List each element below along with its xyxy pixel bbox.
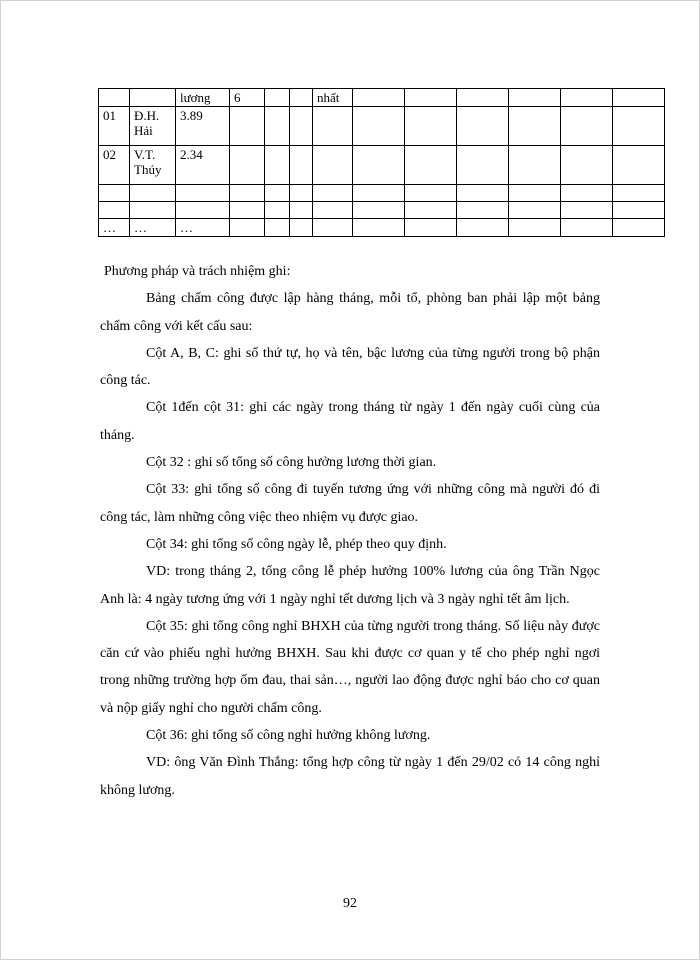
table-cell [176, 185, 230, 202]
table-row [99, 185, 665, 202]
table-cell [265, 146, 290, 185]
table-cell [509, 146, 561, 185]
table-cell [230, 146, 265, 185]
table-cell [613, 146, 665, 185]
table-cell [457, 146, 509, 185]
section-heading: Phương pháp và trách nhiệm ghi: [104, 264, 291, 279]
table-cell [457, 185, 509, 202]
table-cell [405, 146, 457, 185]
table-cell [230, 107, 265, 146]
table-cell [230, 219, 265, 237]
table-cell [405, 107, 457, 146]
table-cell [290, 146, 313, 185]
table-cell [613, 202, 665, 219]
table-cell [265, 219, 290, 237]
table-cell [130, 89, 176, 107]
table-cell [457, 107, 509, 146]
table-cell [561, 107, 613, 146]
table-cell [313, 219, 353, 237]
table-cell [313, 202, 353, 219]
table-cell [509, 202, 561, 219]
table-cell [290, 202, 313, 219]
table-cell [405, 185, 457, 202]
table-row [99, 107, 665, 146]
body-text [100, 258, 600, 804]
table-cell [230, 202, 265, 219]
table-cell [99, 89, 130, 107]
table-cell: 3.89 [176, 107, 230, 146]
table-cell [509, 89, 561, 107]
table-cell [353, 219, 405, 237]
table-cell [99, 202, 130, 219]
table-cell [613, 107, 665, 146]
table-cell [290, 185, 313, 202]
table-cell [265, 185, 290, 202]
table-cell [561, 89, 613, 107]
table-cell: lương [176, 89, 230, 107]
table-cell [176, 202, 230, 219]
table-cell [613, 89, 665, 107]
table-cell [99, 185, 130, 202]
table-cell: nhất [313, 89, 353, 107]
table-cell [313, 185, 353, 202]
table-cell [509, 185, 561, 202]
paragraph-4: Cột 32 : ghi số tổng số công hưởng lương thời gian. [146, 455, 437, 471]
table-cell [353, 89, 405, 107]
table-cell [561, 202, 613, 219]
table-row [99, 202, 665, 219]
table-cell [265, 202, 290, 219]
table-cell: 2.34 [176, 146, 230, 185]
table-cell [353, 185, 405, 202]
table-cell [130, 185, 176, 202]
table-row [99, 89, 665, 107]
table-cell: … [99, 219, 130, 237]
paragraph-1: Bảng chấm công được lập hàng tháng, mỗi tổ, phòng ban phải lập một bảng chấm công với kết cấu sau: [100, 291, 600, 334]
attendance-table [98, 88, 665, 237]
table-cell [405, 202, 457, 219]
table-cell: 01 [99, 107, 130, 146]
table-cell [405, 219, 457, 237]
table-cell [405, 89, 457, 107]
table-cell [290, 219, 313, 237]
page-number: 92 [343, 896, 357, 911]
table-cell [353, 146, 405, 185]
table-cell: V.T. Thúy [130, 146, 176, 185]
paragraph-9: Cột 36: ghi tổng số công nghỉ hưởng không lương. [146, 728, 431, 744]
table-cell [353, 202, 405, 219]
table-cell [265, 89, 290, 107]
table-cell: Đ.H. Hải [130, 107, 176, 146]
table-cell: … [130, 219, 176, 237]
paragraph-10: VD: ông Văn Đình Thắng: tổng hợp công từ ngày 1 đến 29/02 có 14 công nghỉ không lương. [100, 755, 600, 798]
table-cell: 02 [99, 146, 130, 185]
table-cell: … [176, 219, 230, 237]
paragraph-8: Cột 35: ghi tổng công nghỉ BHXH của từng người trong tháng. Số liệu này được căn cứ vào phiếu nghỉ hưởng BHXH. Sau khi được cơ quan y tế cho phép nghỉ ngơi trong những trường hợp ốm đau, thai sản…, người lao động được nghỉ báo cho cơ quan và nộp giấy nghỉ cho người chấm công. [100, 618, 600, 716]
table-cell [313, 107, 353, 146]
table-cell [613, 219, 665, 237]
table-cell [290, 89, 313, 107]
table-cell [561, 185, 613, 202]
table-row [99, 146, 665, 185]
table-cell: 6 [230, 89, 265, 107]
table-cell [509, 219, 561, 237]
paragraph-3: Cột 1đến cột 31: ghi các ngày trong tháng từ ngày 1 đến ngày cuối cùng của tháng. [100, 400, 600, 443]
paragraph-5: Cột 33: ghi tổng số công đi tuyến tương ứng với những công mà người đó đi công tác, làm những công việc theo nhiệm vụ được giao. [100, 482, 600, 525]
table-cell [509, 107, 561, 146]
table-cell [457, 202, 509, 219]
table-cell [290, 107, 313, 146]
table-cell [130, 202, 176, 219]
table-cell [230, 185, 265, 202]
table-cell [457, 89, 509, 107]
table-cell [561, 219, 613, 237]
table-cell [457, 219, 509, 237]
table-cell [353, 107, 405, 146]
paragraph-6: Cột 34: ghi tổng số công ngày lễ, phép theo quy định. [146, 536, 447, 552]
table-cell [613, 185, 665, 202]
table-cell [265, 107, 290, 146]
table-cell [561, 146, 613, 185]
table-row [99, 219, 665, 237]
table-cell [313, 146, 353, 185]
paragraph-7: VD: trong tháng 2, tổng công lễ phép hưởng 100% lương của ông Trần Ngọc Anh là: 4 ngày tương ứng với 1 ngày nghỉ tết dương lịch và 3 ngày nghỉ tết âm lịch. [100, 564, 600, 607]
paragraph-2: Cột A, B, C: ghi số thứ tự, họ và tên, bậc lương của từng người trong bộ phận công tác. [100, 345, 600, 389]
